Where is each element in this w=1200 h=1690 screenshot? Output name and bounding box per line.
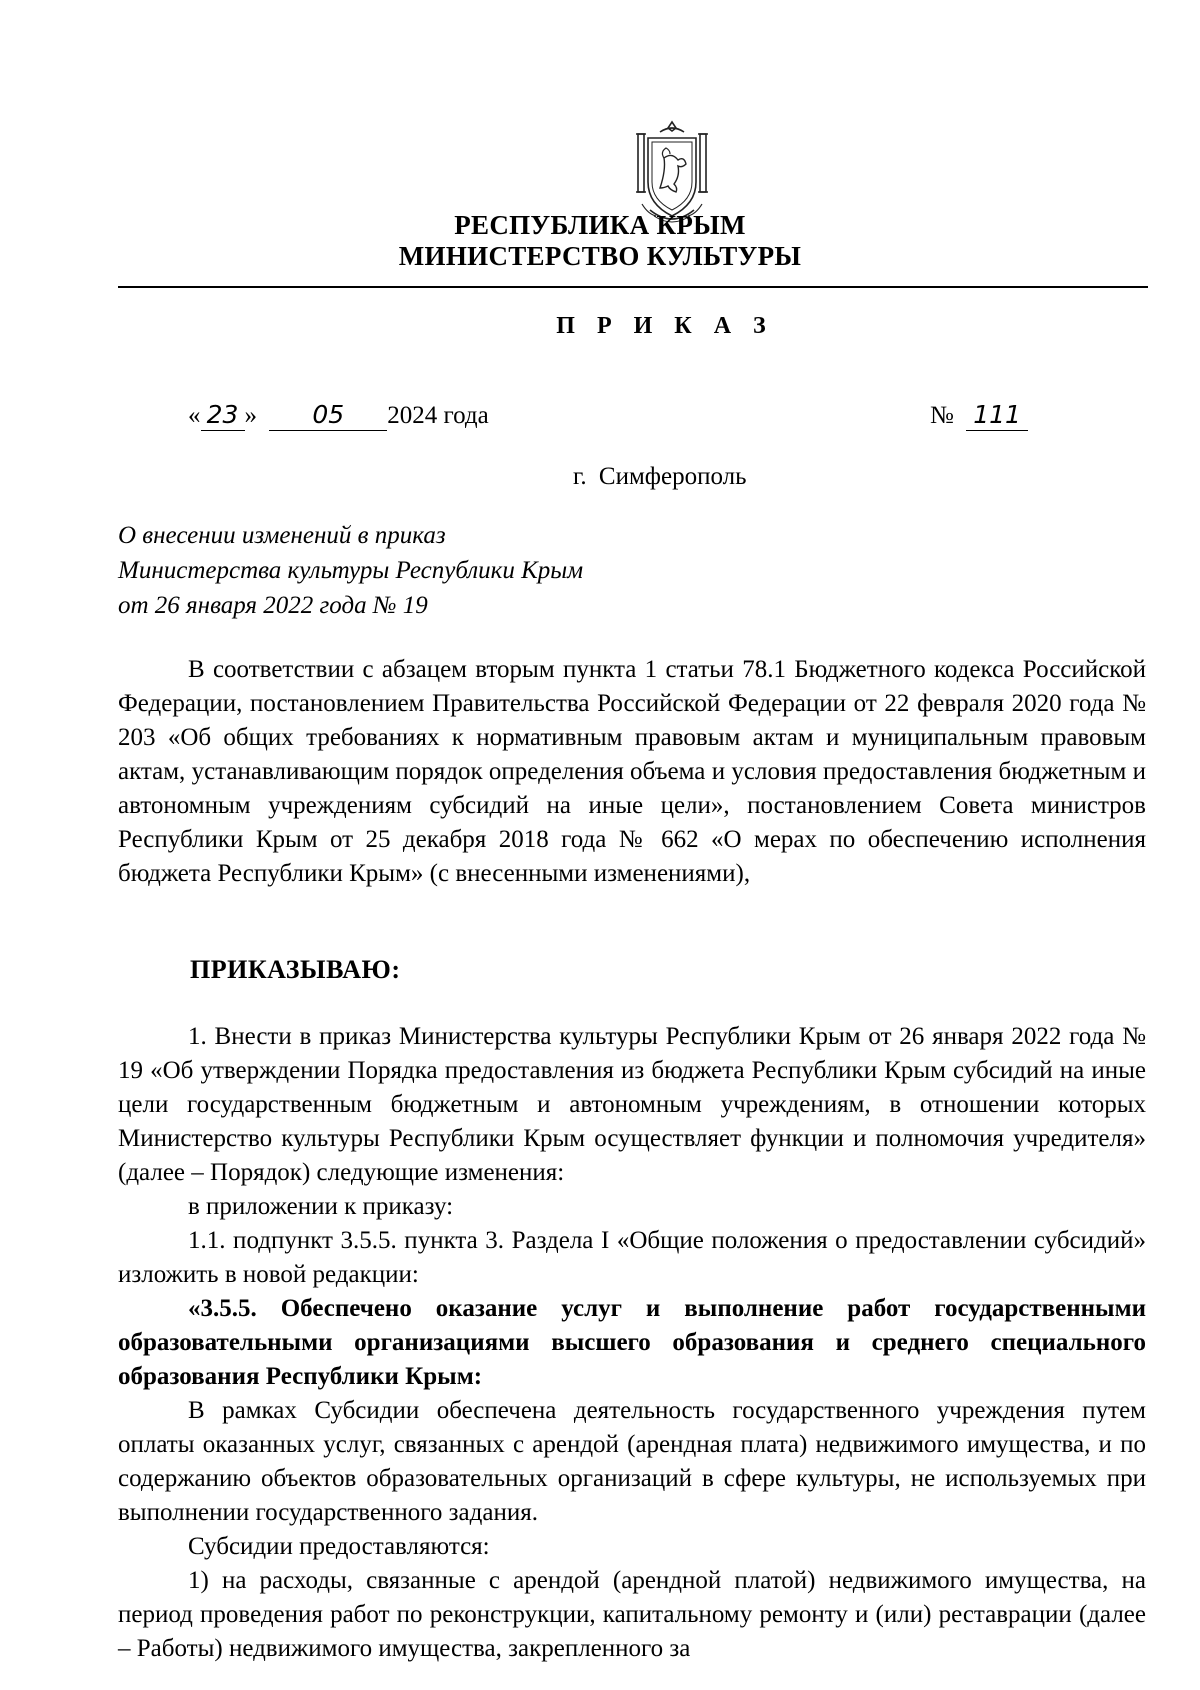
number-value: 111 — [966, 400, 1028, 431]
paragraph-4-bold: «3.5.5. Обеспечено оказание услуг и выполнение работ государственными образовательными организациями высшего образования и среднего специального образования Республики Крым: — [118, 1295, 1146, 1390]
document-type: П Р И К А З — [556, 313, 774, 339]
date-year: 2024 года — [387, 402, 489, 429]
title-line-3: от 26 января 2022 года № 19 — [118, 592, 428, 619]
number-label: № — [930, 402, 954, 429]
date-quote-close: » — [244, 402, 257, 429]
date-quote-open: « — [188, 402, 201, 429]
header-divider — [118, 286, 1148, 288]
order-body — [118, 1020, 1146, 1666]
title-line-2: Министерства культуры Республики Крым — [118, 557, 584, 584]
ministry-title: МИНИСТЕРСТВО КУЛЬТУРЫ — [398, 241, 802, 271]
preamble-paragraph: В соответствии с абзацем вторым пункта 1 статьи 78.1 Бюджетного кодекса Российской Федерации, постановлением Правительства Российской Федерации от 22 февраля 2020 года № 203 «Об общих требованиях к нормативным правовым актам и муниципальным правовым актам, устанавливающим порядок определения объема и условия предоставления бюджетным и автономным учреждениям субсидий на иные цели», постановлением Совета министров Республики Крым от 25 декабря 2018 года № 662 «О мерах по обеспечению исполнения бюджета Республики Крым» (с внесенными изменениями), — [118, 656, 1146, 887]
paragraph-2: в приложении к приказу: — [188, 1193, 454, 1220]
preamble-block — [118, 653, 1146, 891]
order-number — [930, 400, 1028, 431]
paragraph-7: 1) на расходы, связанные с арендой (арендной платой) недвижимого имущества, на период проведения работ по реконструкции, капитальному ремонту и (или) реставрации (далее – Работы) недвижимого имущества, закрепленного за — [118, 1567, 1146, 1662]
paragraph-6: Субсидии предоставляются: — [188, 1533, 490, 1560]
date-day: 23 — [201, 400, 245, 431]
paragraph-5: В рамках Субсидии обеспечена деятельность государственного учреждения путем оплаты оказанных услуг, связанных с арендой (арендная плата) недвижимого имущества, и по содержанию объектов образовательных организаций в сфере культуры, не используемых при выполнении государственного задания. — [118, 1397, 1146, 1526]
order-date — [188, 400, 489, 436]
document-title — [118, 518, 818, 623]
title-line-1: О внесении изменений в приказ — [118, 522, 446, 549]
republic-title: РЕСПУБЛИКА КРЫМ — [454, 210, 746, 240]
date-month: 05 — [269, 400, 387, 431]
order-word: ПРИКАЗЫВАЮ: — [190, 955, 401, 984]
city: г. Симферополь — [573, 463, 747, 490]
paragraph-1: 1. Внести в приказ Министерства культуры Республики Крым от 26 января 2022 года № 19 «Об утверждении Порядка предоставления из бюджета Республики Крым субсидий на иные цели государственным бюджетным и автономным учреждениям, в отношении которых Министерство культуры Республики Крым осуществляет функции и полномочия учредителя» (далее – Порядок) следующие изменения: — [118, 1023, 1146, 1186]
paragraph-3: 1.1. подпункт 3.5.5. пункта 3. Раздела I «Общие положения о предоставлении субсидий» изложить в новой редакции: — [118, 1227, 1146, 1288]
